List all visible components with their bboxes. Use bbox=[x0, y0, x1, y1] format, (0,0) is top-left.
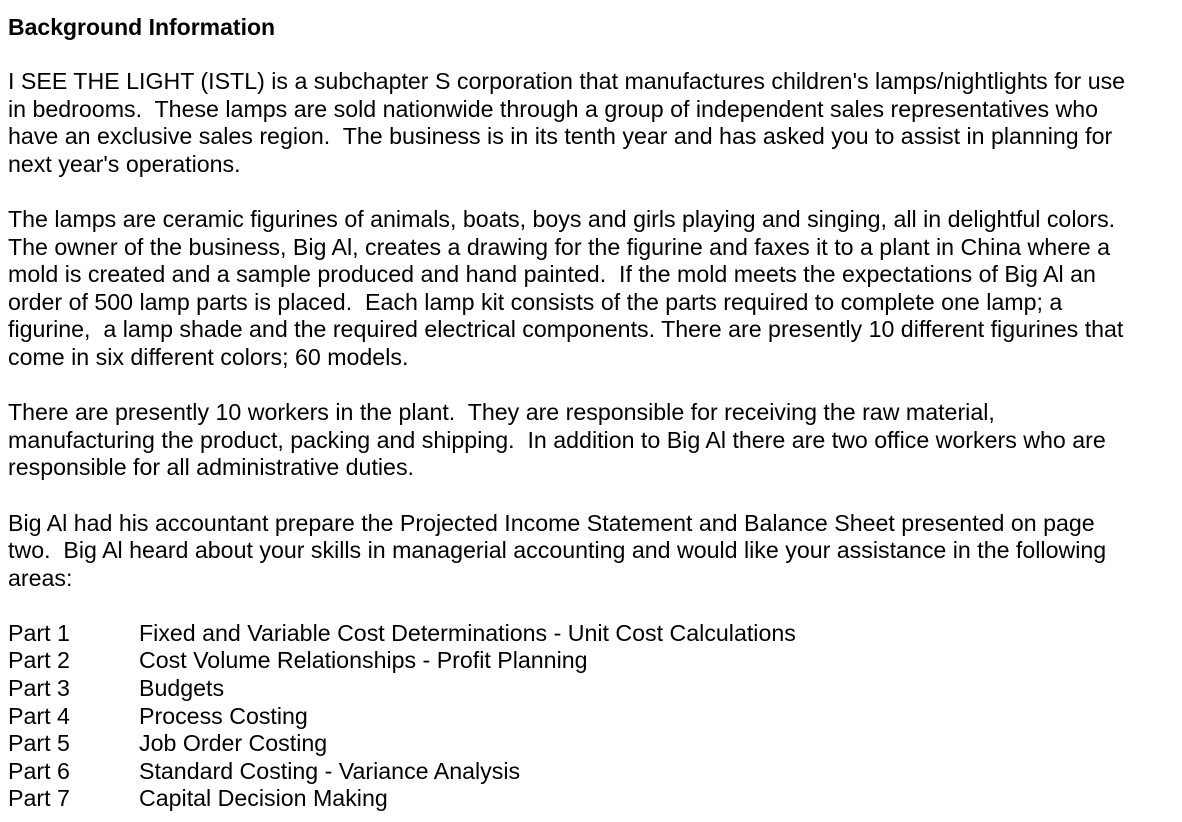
paragraph-line: I SEE THE LIGHT (ISTL) is a subchapter S corporation that manufactures children's lamps/nightlights for use bbox=[8, 68, 1126, 94]
part-row bbox=[8, 730, 1178, 758]
part-title: Capital Decision Making bbox=[139, 785, 388, 812]
paragraph-line: order of 500 lamp parts is placed. Each lamp kit consists of the parts required to complete one lamp; a bbox=[8, 288, 1063, 315]
paragraph-product bbox=[8, 206, 1178, 372]
part-title: Standard Costing - Variance Analysis bbox=[139, 757, 521, 784]
paragraph-intro bbox=[8, 68, 1178, 178]
paragraph-line: mold is created and a sample produced and hand painted. If the mold meets the expectations of Big Al an bbox=[8, 261, 1096, 288]
paragraph-line: in bedrooms. These lamps are sold nationwide through a group of independent sales representatives who bbox=[8, 95, 1099, 122]
part-label: Part 7 bbox=[8, 785, 70, 812]
paragraph-line: responsible for all administrative duties. bbox=[8, 454, 414, 481]
part-title: Fixed and Variable Cost Determinations - Unit Cost Calculations bbox=[139, 619, 796, 646]
part-row bbox=[8, 758, 1178, 786]
paragraph-line: The lamps are ceramic figurines of animals, boats, boys and girls playing and singing, all in delightful colors. bbox=[8, 205, 1116, 232]
parts-list bbox=[8, 620, 1178, 813]
part-label: Part 6 bbox=[8, 757, 70, 784]
part-label: Part 4 bbox=[8, 702, 70, 729]
part-row bbox=[8, 675, 1178, 703]
part-title: Job Order Costing bbox=[139, 730, 328, 757]
part-label: Part 1 bbox=[8, 619, 70, 646]
part-row bbox=[8, 647, 1178, 675]
paragraph-line: areas: bbox=[8, 564, 73, 591]
paragraph-line: next year's operations. bbox=[8, 150, 241, 177]
paragraph-line: manufacturing the product, packing and shipping. In addition to Big Al there are two office workers who are bbox=[8, 426, 1106, 453]
paragraph-request bbox=[8, 510, 1178, 593]
part-title: Cost Volume Relationships - Profit Planning bbox=[139, 647, 588, 674]
paragraph-line: Big Al had his accountant prepare the Projected Income Statement and Balance Sheet presented on page bbox=[8, 509, 1095, 536]
paragraph-workers bbox=[8, 399, 1178, 482]
part-row bbox=[8, 785, 1178, 813]
document-page bbox=[8, 13, 1178, 813]
paragraph-line: have an exclusive sales region. The business is in its tenth year and has asked you to assist in planning for bbox=[8, 123, 1113, 150]
paragraph-line: There are presently 10 workers in the plant. They are responsible for receiving the raw material, bbox=[8, 399, 995, 426]
paragraph-line: The owner of the business, Big Al, creates a drawing for the figurine and faxes it to a plant in China where a bbox=[8, 233, 1111, 260]
part-title: Budgets bbox=[139, 675, 225, 702]
part-row bbox=[8, 703, 1178, 731]
part-label: Part 2 bbox=[8, 647, 70, 674]
part-label: Part 3 bbox=[8, 675, 70, 702]
paragraph-line: two. Big Al heard about your skills in managerial accounting and would like your assistance in the following bbox=[8, 537, 1107, 564]
section-heading: Background Information bbox=[8, 14, 276, 40]
part-title: Process Costing bbox=[139, 702, 308, 729]
part-row bbox=[8, 620, 1178, 648]
part-label: Part 5 bbox=[8, 730, 70, 757]
paragraph-line: come in six different colors; 60 models. bbox=[8, 343, 409, 370]
paragraph-line: figurine, a lamp shade and the required electrical components. There are presently 10 different figurines that bbox=[8, 316, 1124, 343]
